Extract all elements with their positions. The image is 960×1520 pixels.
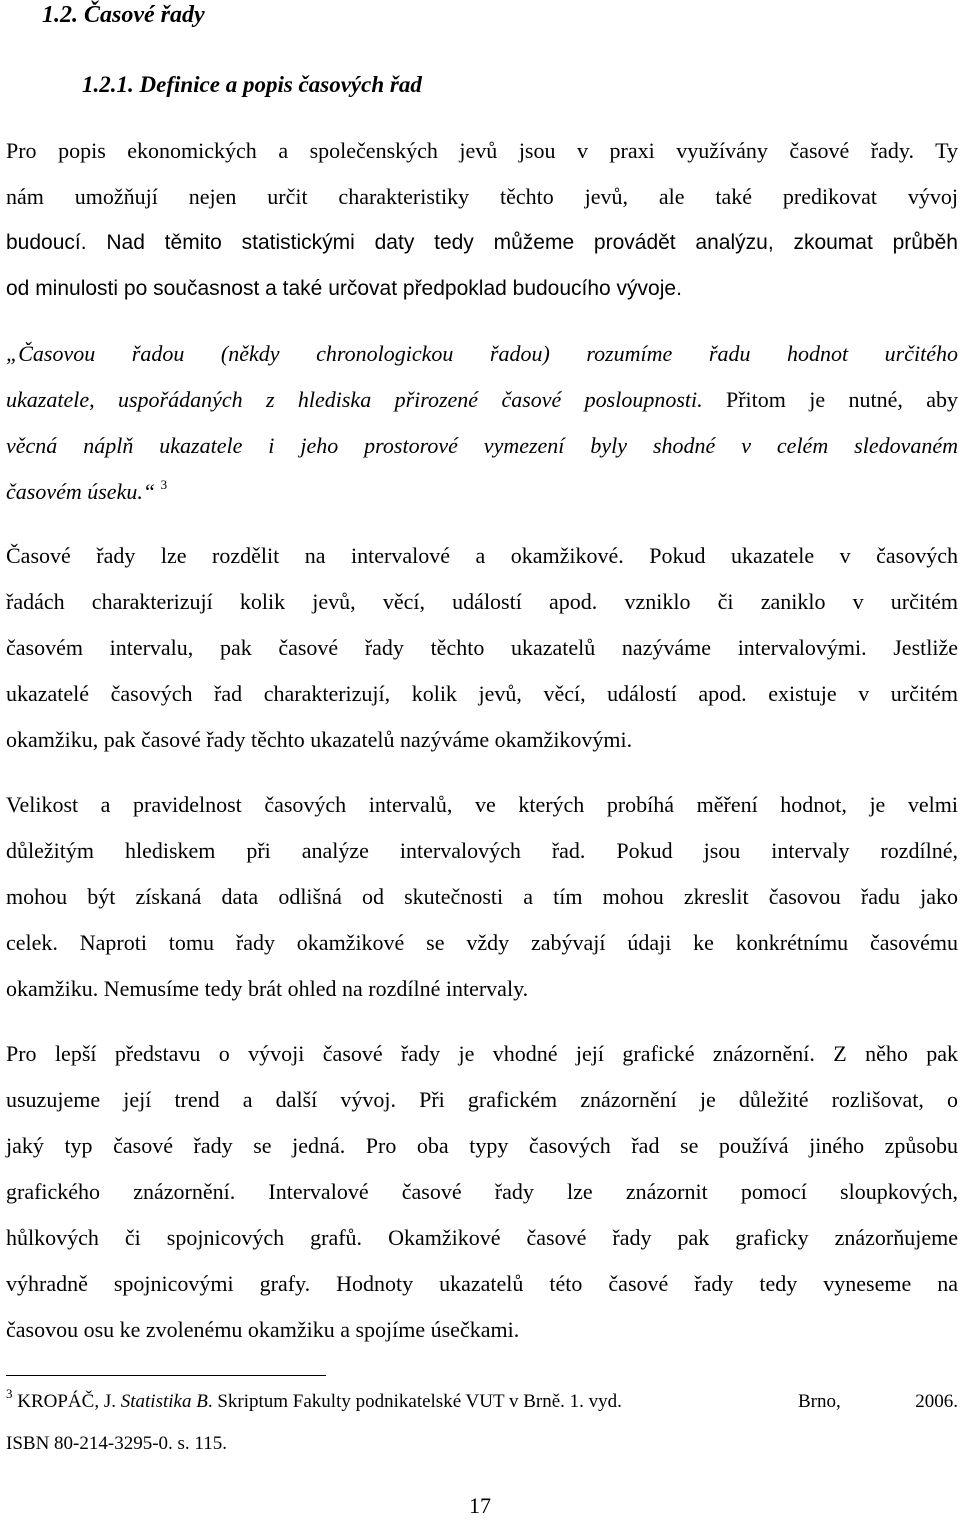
text-line: ukazatelé časových řad charakterizují, kolik jevů, věcí, událostí apod. existuje v určitém: [6, 681, 958, 706]
text-line: grafického znázornění. Intervalové časové řady lze znázornit pomocí sloupkových,: [6, 1179, 958, 1204]
text-line: usuzujeme její trend a další vývoj. Při grafickém znázornění je důležité rozlišovat, o: [6, 1087, 958, 1112]
text-line: hůlkových či spojnicových grafů. Okamžikové časové řady pak graficky znázorňujeme: [6, 1225, 958, 1250]
text-line: od minulosti po současnost a také určovat předpoklad budoucího vývoje.: [6, 277, 682, 300]
footnote-citation: [6, 1385, 622, 1416]
footnote-author: KROPÁČ, J.: [12, 1391, 121, 1412]
paragraph-intro: [6, 128, 958, 312]
section-heading: 1.2. Časové řady: [42, 2, 205, 28]
text-line: okamžiku. Nemusíme tedy brát ohled na rozdílné intervaly.: [6, 976, 529, 1001]
text-line: časovém intervalu, pak časové řady těchto ukazatelů nazýváme intervalovými. Jestliže: [6, 635, 958, 660]
text-line: okamžiku, pak časové řady těchto ukazatelů nazýváme okamžikovými.: [6, 727, 633, 752]
quote-text: časovém úseku.“: [6, 479, 156, 504]
footnote-title: Statistika B: [120, 1391, 208, 1412]
text-line: [6, 423, 958, 469]
footnote-separator: [6, 1375, 326, 1376]
text-line: důležitým hlediskem při analýze intervalových řad. Pokud jsou intervaly rozdílné,: [6, 838, 958, 863]
text-line: budoucí. Nad těmito statistickými daty tedy můžeme provádět analýzu, zkoumat průběh: [6, 231, 958, 254]
text-line: Pro popis ekonomických a společenských jevů jsou v praxi využívány časové řady. Ty: [6, 138, 958, 163]
quote-text: „Časovou řadou (někdy chronologickou řadou) rozumíme řadu hodnot určitého: [6, 341, 958, 366]
text-line: celek. Naproti tomu řady okamžikové se vždy zabývají údaji ke konkrétnímu časovému: [6, 930, 958, 955]
footnote-city: Brno,: [798, 1391, 841, 1412]
quote-text: ukazatele, uspořádaných z hlediska přirozené časové posloupnosti.: [6, 387, 703, 412]
text-line: časovou osu ke zvolenému okamžiku a spojíme úsečkami.: [6, 1317, 520, 1342]
text-line: Velikost a pravidelnost časových intervalů, ve kterých probíhá měření hodnot, je velmi: [6, 792, 958, 817]
page-number: 17: [469, 1493, 491, 1518]
text-line: řadách charakterizují kolik jevů, věcí, událostí apod. vzniklo či zaniklo v určitém: [6, 589, 958, 614]
quote-text: Přitom je nutné, aby: [702, 387, 958, 412]
text-line: [6, 331, 958, 377]
subsection-heading: 1.2.1. Definice a popis časových řad: [82, 72, 422, 97]
footnote: [6, 1385, 958, 1416]
quote-paragraph: [6, 331, 958, 515]
text-line: [6, 469, 958, 515]
text-line: jaký typ časové řady se jedná. Pro oba typy časových řad se používá jiného způsobu: [6, 1133, 958, 1158]
text-line: mohou být získaná data odlišná od skutečnosti a tím mohou zkreslit časovou řadu jako: [6, 884, 958, 909]
footnote-isbn: ISBN 80-214-3295-0. s. 115.: [6, 1433, 227, 1454]
paragraph-intervals: [6, 782, 958, 1012]
text-line: Pro lepší představu o vývoji časové řady je vhodné její grafické znázornění. Z něho pak: [6, 1041, 958, 1066]
paragraph-types: [6, 533, 958, 763]
paragraph-graphics: [6, 1031, 958, 1353]
text-line: [6, 377, 958, 423]
footnote-publisher: . Skriptum Fakulty podnikatelské VUT v Brně. 1. vyd.: [207, 1391, 622, 1412]
text-line: Časové řady lze rozdělit na intervalové a okamžikové. Pokud ukazatele v časových: [6, 543, 958, 568]
quote-text: věcná náplň ukazatele i jeho prostorové vymezení byly shodné v celém sledovaném: [6, 433, 958, 458]
footnote-number: 3: [6, 1385, 13, 1401]
text-line: výhradně spojnicovými grafy. Hodnoty ukazatelů této časové řady tedy vyneseme na: [6, 1271, 958, 1296]
footnote-year: 2006.: [915, 1391, 958, 1412]
footnote-reference[interactable]: 3: [160, 476, 168, 492]
text-line: nám umožňují nejen určit charakteristiky těchto jevů, ale také predikovat vývoj: [6, 184, 958, 209]
